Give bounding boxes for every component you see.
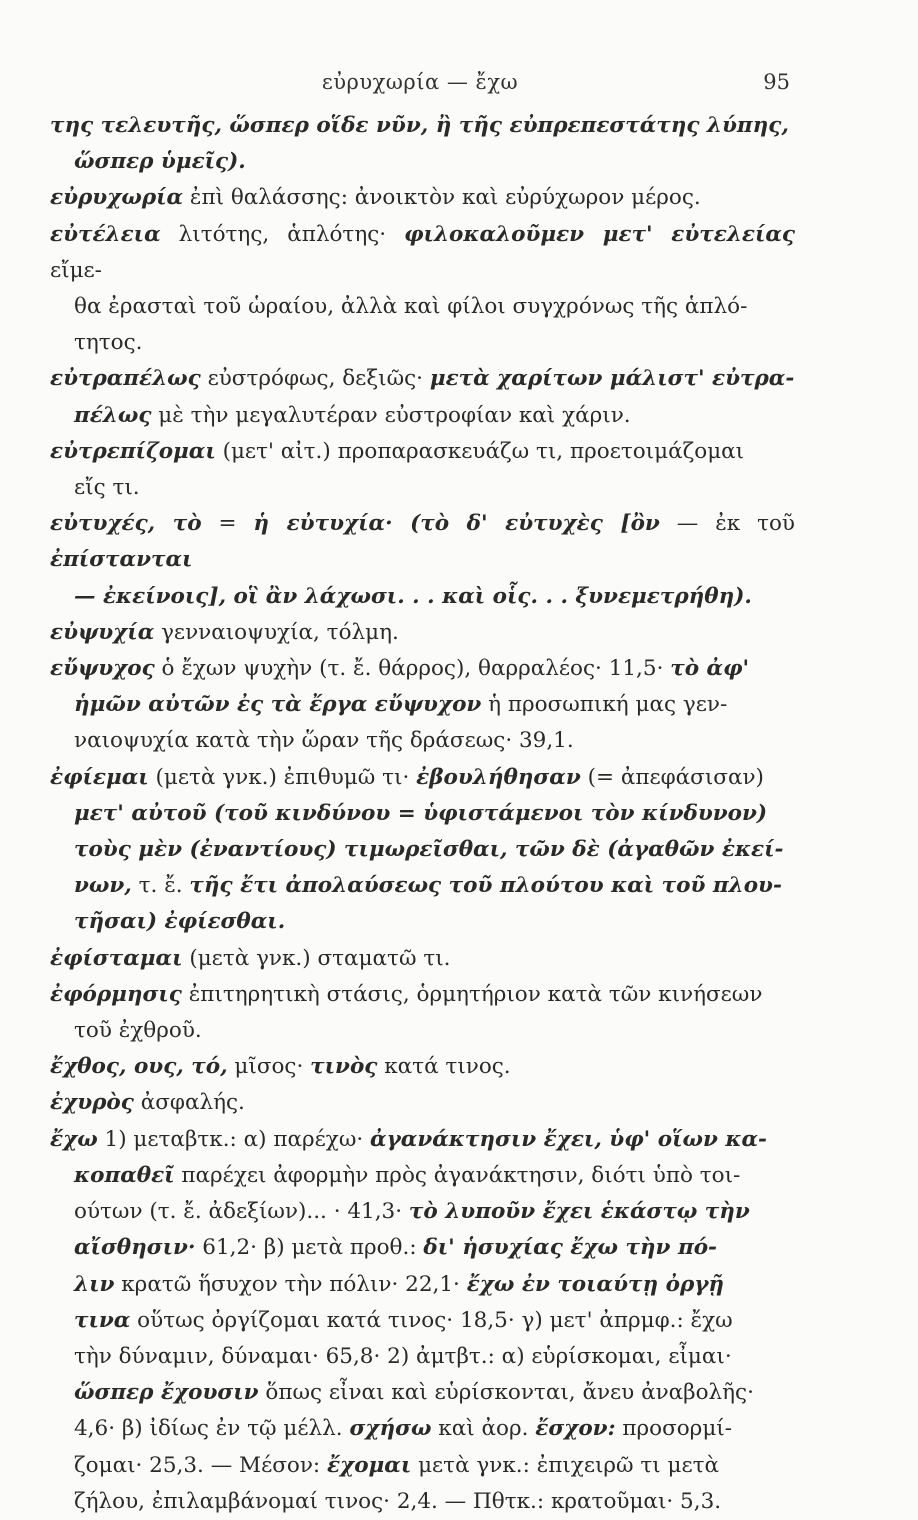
dictionary-entry <box>50 180 795 216</box>
headword: ἐφίσταμαι <box>50 945 183 971</box>
entry-first-line <box>50 615 795 651</box>
page-header <box>50 70 790 104</box>
entry-first-line <box>50 651 795 687</box>
entry-first-line <box>50 1049 795 1085</box>
quoted-phrase: νων, <box>74 873 132 899</box>
headword: εὐψυχία <box>50 619 155 645</box>
entries-body <box>50 108 795 1520</box>
quoted-phrase: δι' ἡσυχίας ἔχω τὴν πό- <box>423 1235 717 1261</box>
headword: ἔχω <box>50 1126 98 1152</box>
entry-first-line <box>50 108 795 144</box>
entry-first-line <box>50 1122 795 1158</box>
dictionary-entry <box>50 1122 795 1520</box>
quoted-phrase: τῆς ἔτι ἀπολαύσεως τοῦ πλούτου καὶ τοῦ πλου- <box>189 873 782 899</box>
dictionary-entry <box>50 760 795 941</box>
quoted-phrase: τοὺς μὲν (ἐναντίους) τιμωρεῖσθαι, τῶν δὲ (ἀγαθῶν ἐκεί- <box>74 837 784 863</box>
definition-text: μετὰ γνκ.: ἐπιχειρῶ τι μετὰ <box>411 1452 720 1478</box>
quoted-phrase: πέλως <box>74 402 152 428</box>
definition-text: κατά τινος. <box>377 1054 511 1080</box>
quoted-phrase: αἴσθησιν· <box>74 1235 196 1261</box>
dictionary-entry <box>50 651 795 760</box>
definition-text: (μετ' αἰτ.) προπαρασκευάζω τι, προετοιμάζομαι <box>215 438 745 464</box>
quoted-phrase: — ἐκείνοις], οἳ ἂν λάχωσι. . . καὶ οἷς. . . ξυνεμετρήθη). <box>74 583 752 609</box>
entry-first-line <box>50 434 795 470</box>
quoted-phrase: ἔχω ἐν τοιαύτῃ ὀργῇ <box>466 1271 725 1297</box>
entry-continuation-line <box>50 325 795 361</box>
entry-continuation-line <box>50 1230 795 1266</box>
entry-continuation-line <box>50 796 795 832</box>
entry-continuation-line <box>50 289 795 325</box>
definition-text: οὕτως ὀργίζομαι κατά τινος· 18,5· γ) μετ' ἀπρμφ.: ἔχω <box>130 1307 733 1333</box>
definition-text: 1) μεταβτκ.: α) παρέχω· <box>97 1126 371 1152</box>
headword: ἐφίεμαι <box>50 764 149 790</box>
dictionary-entry <box>50 434 795 506</box>
definition-text: μὲ τὴν μεγαλυτέραν εὐστροφίαν καὶ χάριν. <box>151 402 631 428</box>
definition-text: (= ἀπεφάσισαν) <box>580 764 764 790</box>
quoted-phrase: φιλοκαλοῦμεν μετ' εὐτελείας <box>404 221 796 247</box>
entry-continuation-line <box>50 1267 795 1303</box>
headword: ἔχθος, ους, τό, <box>50 1054 228 1080</box>
definition-text: γενναιοψυχία, τόλμη. <box>154 619 399 645</box>
definition-text: τὴν δύναμιν, δύναμαι· 65,8· 2) ἀμτβτ.: α) εὑρίσκομαι, εἶμαι· <box>74 1343 732 1369</box>
definition-text: — ἐκ τοῦ <box>659 511 796 537</box>
quoted-phrase: ὥσπερ ὑμεῖς). <box>74 149 246 175</box>
definition-text: ἐπιτηρητικὴ στάσις, ὁρμητήριον κατὰ τῶν κινήσεων <box>181 981 763 1007</box>
quoted-phrase: ἐβουλήθησαν <box>416 764 581 790</box>
quoted-phrase: της τελευτῆς, ὥσπερ οἵδε νῦν, ἢ τῆς εὐπρεπεστάτης λύπης, <box>50 113 789 138</box>
definition-text: εἴς τι. <box>74 475 140 501</box>
definition-text: μῖσος· <box>227 1054 311 1080</box>
definition-text: ἐπὶ θαλάσσης: ἀνοικτὸν καὶ εὐρύχωρον μέρος. <box>183 185 701 211</box>
dictionary-entry <box>50 1085 795 1121</box>
headword: ἐφόρμησις <box>50 981 182 1007</box>
entry-first-line <box>50 941 795 977</box>
headword: εὔψυχος <box>50 656 155 682</box>
entry-continuation-line <box>50 144 795 180</box>
headword: εὐρυχωρία <box>50 185 184 211</box>
dictionary-entry <box>50 217 795 362</box>
entry-first-line <box>50 1085 795 1121</box>
quoted-phrase: τινα <box>74 1307 131 1333</box>
definition-text: προσορμί- <box>615 1416 732 1442</box>
definition-text: 61,2· β) μετὰ προθ.: <box>195 1235 424 1261</box>
entry-continuation-line <box>50 1158 795 1194</box>
definition-text: τητος. <box>74 330 143 356</box>
entry-continuation-line <box>50 904 795 940</box>
definition-text: θα ἐρασταὶ τοῦ ὡραίου, ἀλλὰ καὶ φίλοι συγχρόνως τῆς ἁπλό- <box>74 294 748 320</box>
definition-text: καὶ ἀορ. <box>431 1416 536 1442</box>
headword: εὐτέλεια <box>50 221 161 247</box>
entry-continuation-line <box>50 1339 795 1375</box>
quoted-phrase: τὸ ἀφ' <box>670 656 750 682</box>
definition-text: τοῦ ἐχθροῦ. <box>74 1018 202 1044</box>
quoted-phrase: λιν <box>74 1271 115 1297</box>
quoted-phrase: μετὰ χαρίτων μάλιστ' εὐτρα- <box>429 366 795 392</box>
definition-text: εἴμε- <box>50 257 102 283</box>
dictionary-entry <box>50 506 795 615</box>
entry-first-line <box>50 760 795 796</box>
quoted-phrase: ἡ εὐτυχία· (τὸ δ' εὐτυχὲς [ὂν <box>253 511 660 537</box>
entry-first-line <box>50 506 795 578</box>
quoted-phrase: ἀγανάκτησιν ἔχει, ὑφ' οἵων κα- <box>370 1126 767 1152</box>
definition-text: ναιοψυχία κατὰ τὴν ὥραν τῆς δράσεως· 39,1. <box>74 728 574 754</box>
definition-text: ούτων (τ. ἔ. ἀδεξίων)... · 41,3· <box>74 1199 409 1225</box>
entry-continuation-line <box>50 1448 795 1484</box>
definition-text: = <box>201 511 254 537</box>
entry-continuation-line <box>50 1411 795 1447</box>
definition-text: ζήλου, ἐπιλαμβάνομαί τινος· 2,4. — Πθτκ.: κρατοῦμαι· 5,3. <box>74 1488 722 1514</box>
definition-text: ἀσφαλής. <box>133 1090 245 1116</box>
dictionary-entry <box>50 1049 795 1085</box>
page-number: 95 <box>763 70 790 94</box>
quoted-phrase: ἡμῶν αὐτῶν ἐς τὰ ἔργα εὔψυχον <box>74 692 482 718</box>
entry-continuation-line <box>50 1375 795 1411</box>
definition-text: λιτότης, ἁπλότης· <box>160 221 405 247</box>
entry-first-line <box>50 217 795 289</box>
headword: εὐτρεπίζομαι <box>50 438 216 464</box>
dictionary-entry <box>50 108 795 180</box>
entry-continuation-line <box>50 1194 795 1230</box>
definition-text: ζομαι· 25,3. — Μέσον: <box>74 1452 327 1478</box>
quoted-phrase: κοπαθεῖ <box>74 1162 175 1188</box>
dictionary-entry <box>50 941 795 977</box>
headword: εὐτυχές, τὸ <box>50 511 202 537</box>
definition-text: ὅπως εἶναι καὶ εὑρίσκονται, ἄνευ ἀναβολῆς· <box>258 1380 754 1406</box>
definition-text: τ. ἔ. <box>131 873 190 899</box>
definition-text: κρατῶ ἥσυχον τὴν πόλιν· 22,1· <box>114 1271 467 1297</box>
definition-text: παρέχει ἀφορμὴν πρὸς ἀγανάκτησιν, διότι ὑπὸ τοι- <box>174 1162 741 1188</box>
quoted-phrase: σχήσω <box>349 1416 432 1442</box>
definition-text: ἡ προσωπική μας γεν- <box>481 692 728 718</box>
definition-text: (μετὰ γνκ.) ἐπιθυμῶ τι· <box>148 764 417 790</box>
quoted-phrase: τινὸς <box>310 1054 378 1080</box>
quoted-phrase: τὸ λυποῦν ἔχει ἑκάστῳ τὴν <box>408 1199 750 1225</box>
entry-continuation-line <box>50 868 795 904</box>
entry-first-line <box>50 180 795 216</box>
entry-continuation-line <box>50 579 795 615</box>
definition-text: 4,6· β) ἰδίως ἐν τῷ μέλλ. <box>74 1416 350 1442</box>
running-head: εὐρυχωρία — ἔχω <box>321 70 519 94</box>
entry-continuation-line <box>50 1303 795 1339</box>
entry-continuation-line <box>50 1013 795 1049</box>
quoted-phrase: μετ' αὐτοῦ (τοῦ κινδύνου = ὑφιστάμενοι τὸν κίνδυνον) <box>74 800 768 826</box>
quoted-phrase: ὥσπερ ἔχουσιν <box>74 1380 259 1406</box>
headword: ἐχυρὸς <box>50 1090 134 1116</box>
quoted-phrase: ἐπίστανται <box>50 547 193 573</box>
dictionary-entry <box>50 615 795 651</box>
entry-continuation-line <box>50 832 795 868</box>
entry-continuation-line <box>50 398 795 434</box>
headword: εὐτραπέλως <box>50 366 201 392</box>
entry-continuation-line <box>50 1484 795 1520</box>
definition-text: (μετὰ γνκ.) σταματῶ τι. <box>182 945 451 971</box>
entry-first-line <box>50 977 795 1013</box>
dictionary-entry <box>50 977 795 1049</box>
definition-text: ὁ ἔχων ψυχὴν (τ. ἔ. θάρρος), θαρραλέος· 11,5· <box>154 656 671 682</box>
entry-continuation-line <box>50 470 795 506</box>
quoted-phrase: ἔσχον: <box>535 1416 616 1442</box>
quoted-phrase: ἔχομαι <box>326 1452 412 1478</box>
entry-first-line <box>50 361 795 397</box>
entry-continuation-line <box>50 723 795 759</box>
quoted-phrase: τῆσαι) ἐφίεσθαι. <box>74 909 286 935</box>
definition-text: εὐστρόφως, δεξιῶς· <box>200 366 430 392</box>
dictionary-entry <box>50 361 795 433</box>
entry-continuation-line <box>50 687 795 723</box>
